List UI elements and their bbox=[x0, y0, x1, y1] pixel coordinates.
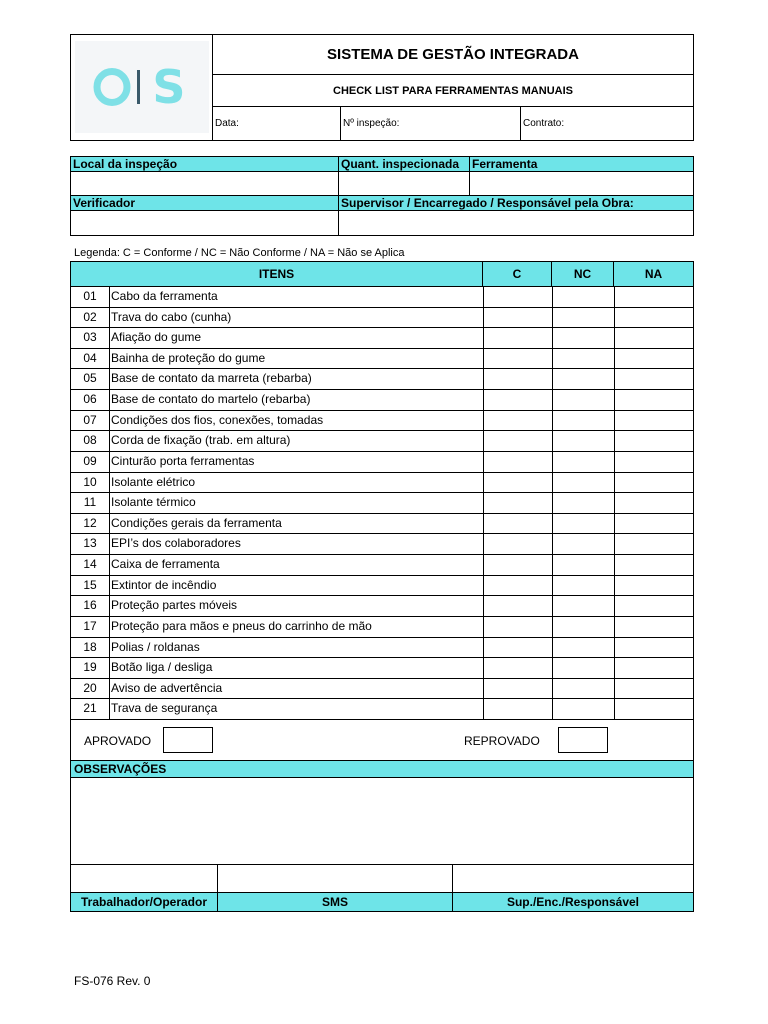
cell-na[interactable] bbox=[615, 452, 693, 472]
cell-nc[interactable] bbox=[553, 514, 614, 534]
cell-c[interactable] bbox=[484, 679, 552, 699]
tool-label: Ferramenta bbox=[470, 157, 693, 172]
col-nc: NC bbox=[552, 262, 614, 286]
item-description: Botão liga / desliga bbox=[111, 660, 213, 675]
column-divider bbox=[109, 576, 110, 596]
cell-nc[interactable] bbox=[553, 576, 614, 596]
item-number: 20 bbox=[83, 680, 97, 695]
column-divider bbox=[109, 617, 110, 637]
table-row bbox=[71, 616, 693, 637]
tool-input[interactable] bbox=[470, 172, 693, 196]
item-description: Cabo da ferramenta bbox=[111, 289, 218, 303]
cell-c[interactable] bbox=[484, 576, 552, 596]
cell-nc[interactable] bbox=[553, 452, 614, 472]
cell-nc[interactable] bbox=[553, 349, 614, 369]
column-divider bbox=[109, 514, 110, 534]
cell-na[interactable] bbox=[615, 369, 693, 389]
table-row bbox=[71, 348, 693, 369]
checklist-title: CHECK LIST PARA FERRAMENTAS MANUAIS bbox=[213, 75, 693, 107]
item-number: 10 bbox=[83, 474, 97, 489]
logo-box bbox=[71, 35, 213, 140]
item-number: 15 bbox=[83, 577, 97, 592]
table-row bbox=[71, 451, 693, 472]
item-description: Bainha de proteção do gume bbox=[111, 350, 266, 365]
quantity-input[interactable] bbox=[339, 172, 470, 196]
rejected-label: REPROVADO bbox=[464, 734, 540, 748]
column-divider bbox=[109, 287, 110, 307]
cell-na[interactable] bbox=[615, 596, 693, 616]
cell-nc[interactable] bbox=[553, 617, 614, 637]
cell-na[interactable] bbox=[615, 514, 693, 534]
item-number: 03 bbox=[83, 330, 97, 345]
cell-na[interactable] bbox=[615, 699, 693, 719]
column-divider bbox=[109, 699, 110, 719]
local-label: Local da inspeção bbox=[71, 157, 339, 172]
column-divider bbox=[109, 679, 110, 699]
cell-nc[interactable] bbox=[553, 699, 614, 719]
cell-nc[interactable] bbox=[553, 308, 614, 328]
item-description: Aviso de advertência bbox=[111, 680, 223, 695]
cell-nc[interactable] bbox=[553, 287, 614, 307]
supervisor-signature-field[interactable] bbox=[453, 865, 693, 893]
cell-nc[interactable] bbox=[553, 369, 614, 389]
item-number: 07 bbox=[83, 412, 97, 427]
verifier-label: Verificador bbox=[71, 196, 339, 211]
item-number: 16 bbox=[83, 598, 97, 613]
approved-label: APROVADO bbox=[84, 734, 152, 748]
column-divider bbox=[109, 493, 110, 513]
cell-na[interactable] bbox=[615, 328, 693, 348]
item-description: Trava do cabo (cunha) bbox=[111, 309, 232, 324]
cell-c[interactable] bbox=[484, 596, 552, 616]
table-row bbox=[71, 657, 693, 678]
item-number: 09 bbox=[83, 453, 97, 468]
cell-na[interactable] bbox=[615, 411, 693, 431]
cell-c[interactable] bbox=[484, 555, 552, 575]
item-description: Proteção partes móveis bbox=[111, 598, 238, 613]
table-row bbox=[71, 472, 693, 493]
sms-signature-label: SMS bbox=[218, 893, 453, 911]
cell-na[interactable] bbox=[615, 431, 693, 451]
item-number: 01 bbox=[83, 289, 97, 303]
item-number: 18 bbox=[83, 639, 97, 654]
table-row bbox=[71, 575, 693, 596]
item-description: Polias / roldanas bbox=[111, 639, 200, 654]
cell-nc[interactable] bbox=[553, 328, 614, 348]
table-row bbox=[71, 533, 693, 554]
table-row bbox=[71, 492, 693, 513]
cell-c[interactable] bbox=[484, 534, 552, 554]
column-divider bbox=[109, 328, 110, 348]
observations-label: OBSERVAÇÕES bbox=[70, 760, 694, 778]
table-row bbox=[71, 678, 693, 699]
item-description: Caixa de ferramenta bbox=[111, 557, 220, 572]
column-divider bbox=[109, 369, 110, 389]
column-divider bbox=[109, 349, 110, 369]
rejected-checkbox[interactable] bbox=[558, 727, 608, 753]
supervisor-label: Supervisor / Encarregado / Responsável pela Obra: bbox=[339, 196, 693, 211]
cell-c[interactable] bbox=[484, 617, 552, 637]
cell-na[interactable] bbox=[615, 473, 693, 493]
sms-signature-field[interactable] bbox=[218, 865, 453, 893]
column-divider bbox=[109, 473, 110, 493]
supervisor-signature-label: Sup./Enc./Responsável bbox=[453, 893, 693, 911]
col-na: NA bbox=[644, 267, 663, 281]
cell-nc[interactable] bbox=[553, 679, 614, 699]
approval-row bbox=[70, 719, 694, 761]
item-description: EPI’s dos colaboradores bbox=[111, 536, 241, 551]
inspection-info-table bbox=[70, 156, 694, 236]
observations-textarea[interactable] bbox=[70, 777, 694, 865]
item-description: Proteção para mãos e pneus do carrinho de mão bbox=[111, 618, 372, 633]
item-description: Condições gerais da ferramenta bbox=[111, 515, 282, 530]
cell-c[interactable] bbox=[484, 658, 552, 678]
cell-nc[interactable] bbox=[553, 493, 614, 513]
cell-nc[interactable] bbox=[553, 534, 614, 554]
item-description: Corda de fixação (trab. em altura) bbox=[111, 433, 291, 448]
local-input[interactable] bbox=[71, 172, 339, 196]
verifier-input[interactable] bbox=[71, 211, 339, 235]
item-description: Afiação do gume bbox=[111, 330, 202, 345]
quantity-label: Quant. inspecionada bbox=[339, 157, 470, 172]
company-logo bbox=[75, 41, 209, 133]
cell-c[interactable] bbox=[484, 411, 552, 431]
cell-na[interactable] bbox=[615, 555, 693, 575]
column-divider bbox=[109, 534, 110, 554]
svg-text:S: S bbox=[152, 60, 186, 114]
checklist-table bbox=[70, 261, 694, 720]
item-number: 02 bbox=[83, 309, 97, 324]
inspection-number-field[interactable]: Nº inspeção: bbox=[341, 107, 521, 140]
item-number: 12 bbox=[83, 515, 97, 530]
item-number: 06 bbox=[83, 392, 97, 407]
table-row bbox=[71, 286, 693, 307]
table-row bbox=[71, 513, 693, 534]
signature-table bbox=[70, 864, 694, 912]
checklist-rows bbox=[71, 286, 693, 719]
supervisor-input[interactable] bbox=[339, 211, 693, 235]
cell-na[interactable] bbox=[615, 493, 693, 513]
cell-nc[interactable] bbox=[553, 658, 614, 678]
cell-c[interactable] bbox=[484, 514, 552, 534]
column-divider bbox=[109, 638, 110, 658]
cell-na[interactable] bbox=[615, 534, 693, 554]
item-description: Isolante elétrico bbox=[111, 474, 196, 489]
cell-nc[interactable] bbox=[553, 555, 614, 575]
item-description: Extintor de incêndio bbox=[111, 577, 217, 592]
column-divider bbox=[109, 452, 110, 472]
cell-c[interactable] bbox=[484, 349, 552, 369]
table-row bbox=[71, 327, 693, 348]
item-description: Cinturão porta ferramentas bbox=[111, 453, 255, 468]
col-itens: ITENS bbox=[71, 262, 483, 286]
table-row bbox=[71, 554, 693, 575]
item-description: Condições dos fios, conexões, tomadas bbox=[111, 412, 324, 427]
item-number: 05 bbox=[83, 371, 97, 386]
cell-nc[interactable] bbox=[553, 596, 614, 616]
cell-na[interactable] bbox=[615, 576, 693, 596]
table-row bbox=[71, 368, 693, 389]
cell-na[interactable] bbox=[615, 349, 693, 369]
table-row bbox=[71, 410, 693, 431]
cell-na[interactable] bbox=[615, 679, 693, 699]
col-c: C bbox=[483, 262, 552, 286]
cell-c[interactable] bbox=[484, 431, 552, 451]
cell-c[interactable] bbox=[484, 328, 552, 348]
document-header bbox=[70, 34, 694, 141]
cell-c[interactable] bbox=[484, 390, 552, 410]
column-divider bbox=[109, 411, 110, 431]
table-row bbox=[71, 430, 693, 451]
cell-na[interactable] bbox=[615, 617, 693, 637]
item-number: 19 bbox=[83, 660, 97, 675]
worker-signature-label: Trabalhador/Operador bbox=[71, 893, 218, 911]
item-description: Trava de segurança bbox=[111, 701, 218, 716]
item-number: 17 bbox=[83, 618, 97, 633]
cell-c[interactable] bbox=[484, 473, 552, 493]
form-code: FS-076 Rev. 0 bbox=[74, 974, 151, 988]
cell-c[interactable] bbox=[484, 699, 552, 719]
column-divider bbox=[109, 390, 110, 410]
cell-na[interactable] bbox=[615, 658, 693, 678]
contract-field[interactable]: Contrato: bbox=[523, 118, 565, 129]
cell-nc[interactable] bbox=[553, 638, 614, 658]
cell-c[interactable] bbox=[484, 287, 552, 307]
cell-na[interactable] bbox=[615, 638, 693, 658]
column-divider bbox=[109, 555, 110, 575]
worker-signature-field[interactable] bbox=[71, 865, 218, 893]
table-row bbox=[71, 698, 693, 719]
cell-c[interactable] bbox=[484, 369, 552, 389]
cell-c[interactable] bbox=[484, 308, 552, 328]
item-number: 14 bbox=[83, 557, 97, 572]
column-divider bbox=[109, 658, 110, 678]
cell-c[interactable] bbox=[484, 452, 552, 472]
table-row bbox=[71, 307, 693, 328]
item-number: 13 bbox=[83, 536, 97, 551]
column-divider bbox=[109, 596, 110, 616]
item-number: 11 bbox=[83, 495, 97, 510]
table-row bbox=[71, 637, 693, 658]
item-number: 04 bbox=[83, 350, 97, 365]
cell-c[interactable] bbox=[484, 638, 552, 658]
column-divider bbox=[109, 431, 110, 451]
item-description: Isolante térmico bbox=[111, 495, 196, 510]
cell-na[interactable] bbox=[615, 287, 693, 307]
approved-checkbox[interactable] bbox=[163, 727, 213, 753]
item-description: Base de contato da marreta (rebarba) bbox=[111, 371, 312, 386]
item-number: 21 bbox=[83, 701, 97, 716]
cell-nc[interactable] bbox=[553, 473, 614, 493]
table-row bbox=[71, 595, 693, 616]
cell-nc[interactable] bbox=[553, 411, 614, 431]
item-description: Base de contato do martelo (rebarba) bbox=[111, 392, 311, 407]
checklist-header-row bbox=[71, 262, 693, 286]
cell-c[interactable] bbox=[484, 493, 552, 513]
table-row bbox=[71, 389, 693, 410]
cell-na[interactable] bbox=[615, 390, 693, 410]
cell-nc[interactable] bbox=[553, 431, 614, 451]
column-divider bbox=[109, 308, 110, 328]
system-title: SISTEMA DE GESTÃO INTEGRADA bbox=[213, 35, 693, 75]
legend: Legenda: C = Conforme / NC = Não Conforme / NA = Não se Aplica bbox=[74, 247, 405, 259]
date-field[interactable]: Data: bbox=[213, 107, 341, 140]
item-number: 08 bbox=[83, 433, 97, 448]
logo-graphic bbox=[75, 41, 209, 133]
cell-na[interactable] bbox=[615, 308, 693, 328]
cell-nc[interactable] bbox=[553, 390, 614, 410]
